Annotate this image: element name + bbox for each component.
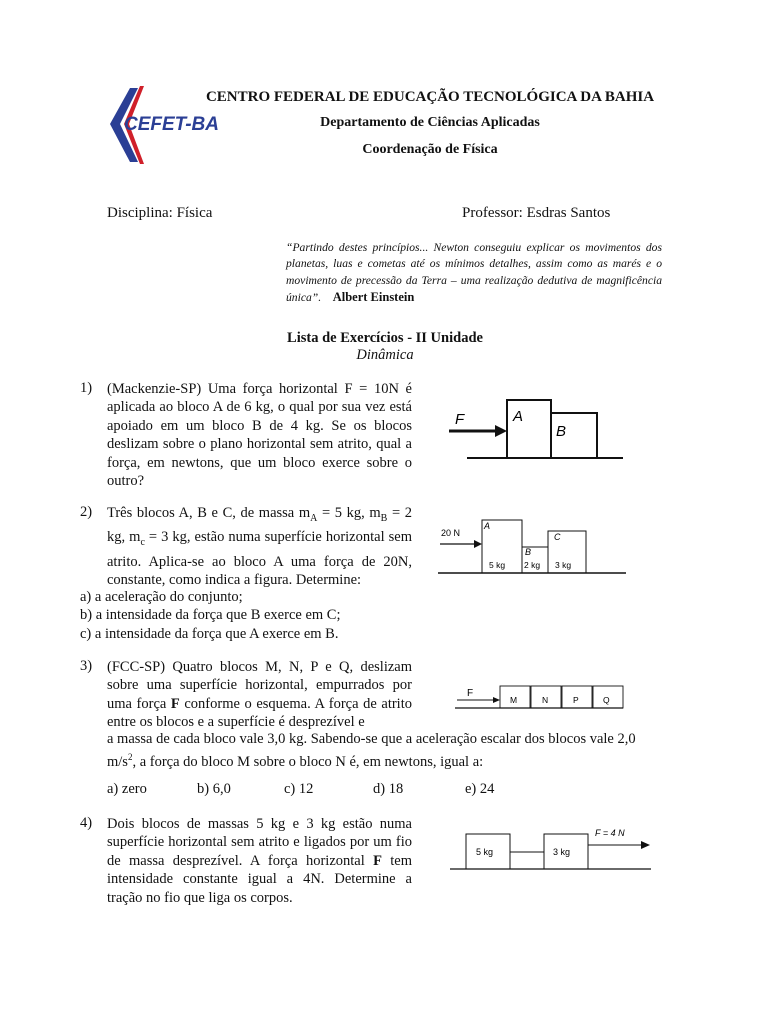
- svg-text:B: B: [525, 547, 532, 557]
- q3-option-e: e) 24: [465, 781, 495, 797]
- svg-text:5 kg: 5 kg: [476, 847, 494, 857]
- svg-text:A: A: [484, 521, 491, 531]
- institution-name: CENTRO FEDERAL DE EDUCAÇÃO TECNOLÓGICA DA BAHIA: [205, 89, 655, 105]
- svg-text:3 kg: 3 kg: [553, 847, 571, 857]
- svg-text:M: M: [510, 695, 518, 705]
- q3-option-d: d) 18: [373, 781, 404, 797]
- list-subtitle: Dinâmica: [356, 347, 414, 363]
- q3-option-b: b) 6,0: [197, 781, 231, 797]
- q4-text: Dois blocos de massas 5 kg e 3 kg estão numa superfície horizontal sem atrito e ligados por um fio de massa desprezível. A força horizontal F tem intensidade constante igual a 4N. Determine a tração no fio que liga os corpos.: [107, 816, 412, 906]
- q2-option-c: c) a intensidade da força que A exerce em B.: [80, 625, 339, 642]
- svg-text:20 N: 20 N: [441, 528, 461, 538]
- svg-text:3 kg: 3 kg: [555, 560, 572, 570]
- list-title: Lista de Exercícios - II Unidade: [287, 330, 483, 346]
- svg-text:Q: Q: [603, 695, 610, 705]
- q1-text: (Mackenzie-SP) Uma força horizontal F = 10N é aplicada ao bloco A de 6 kg, o qual por sua vez está apoiado em um bloco B de 4 kg. Se os blocos deslizam sobre o plano horizontal sem atrito, qual a força, em newtons, que um bloco exerce sobre o outro?: [107, 381, 412, 490]
- coordination-name: Coordenação de Física: [362, 142, 498, 157]
- q2-text: Três blocos A, B e C, de massa $m_A = 5$ kg, $m_B = 2$ kg, $m_c = 3$ kg, estão numa superfície horizontal sem atrito. Aplica-se ao bloco A uma força de 20N, constante, como indica a figura. Determine:: [107, 505, 412, 588]
- q3-option-c: c) 12: [284, 781, 314, 797]
- svg-text:F: F: [467, 688, 474, 699]
- svg-text:2 kg: 2 kg: [524, 560, 541, 570]
- quote-author: Albert Einstein: [332, 290, 415, 305]
- svg-text:C: C: [554, 532, 561, 542]
- quote-text: Partindo destes princípios... Newton conseguiu explicar os movimentos dos planetas, luas e cometas até os mínimos detalhes, assim como as marés e o movimento de precessão da Terra – uma realização dedutiva de magnificência única: [286, 241, 662, 305]
- q4-number: 4): [80, 815, 93, 831]
- discipline: Disciplina: Física: [107, 205, 213, 221]
- svg-text:P: P: [573, 695, 579, 705]
- q2-options: [80, 588, 340, 643]
- q2-option-a: a) a aceleração do conjunto;: [80, 589, 243, 605]
- q2-number: 2): [80, 504, 93, 520]
- department-name: Departamento de Ciências Aplicadas: [320, 115, 540, 130]
- svg-text:F = 4 N: F = 4 N: [595, 828, 625, 838]
- q2-option-b: b) a intensidade da força que B exerce em C;: [80, 607, 341, 624]
- q4-figure: [448, 822, 653, 874]
- cefet-logo: [100, 84, 219, 166]
- q3-figure: [445, 678, 625, 710]
- q3-text-top: (FCC-SP) Quatro blocos M, N, P e Q, deslizam sobre uma superfície horizontal, empurrados por uma força F conforme o esquema. A força de atrito entre os blocos e a superfície é desprezível e: [107, 659, 412, 731]
- professor: Professor: Esdras Santos: [462, 205, 611, 221]
- svg-text:5 kg: 5 kg: [489, 560, 506, 570]
- q2-figure: [438, 518, 628, 578]
- svg-text:F: F: [455, 411, 465, 428]
- q1-figure: [445, 396, 625, 464]
- q3-number: 3): [80, 658, 93, 674]
- q1-number: 1): [80, 380, 93, 396]
- logo-text: CEFET-BA: [124, 114, 219, 135]
- q3-text-bottom: a massa de cada bloco vale 3,0 kg. Sabendo-se que a aceleração escalar dos blocos vale 2,0 $m/s^2$, a força do bloco M sobre o bloco N é, em newtons, igual a:: [107, 731, 636, 771]
- svg-text:N: N: [542, 695, 549, 705]
- q3-option-a: a) zero: [107, 781, 147, 797]
- einstein-quote: “Partindo destes princípios... Newton conseguiu explicar os movimentos dos planetas, luas e cometas até os mínimos detalhes, assim como as marés e o movimento de precessão da Terra – uma realização dedutiva de magnificência única”. Albert Einstein: [286, 241, 662, 305]
- q3-options: [107, 780, 627, 800]
- svg-text:A: A: [513, 408, 524, 425]
- svg-text:B: B: [556, 423, 567, 440]
